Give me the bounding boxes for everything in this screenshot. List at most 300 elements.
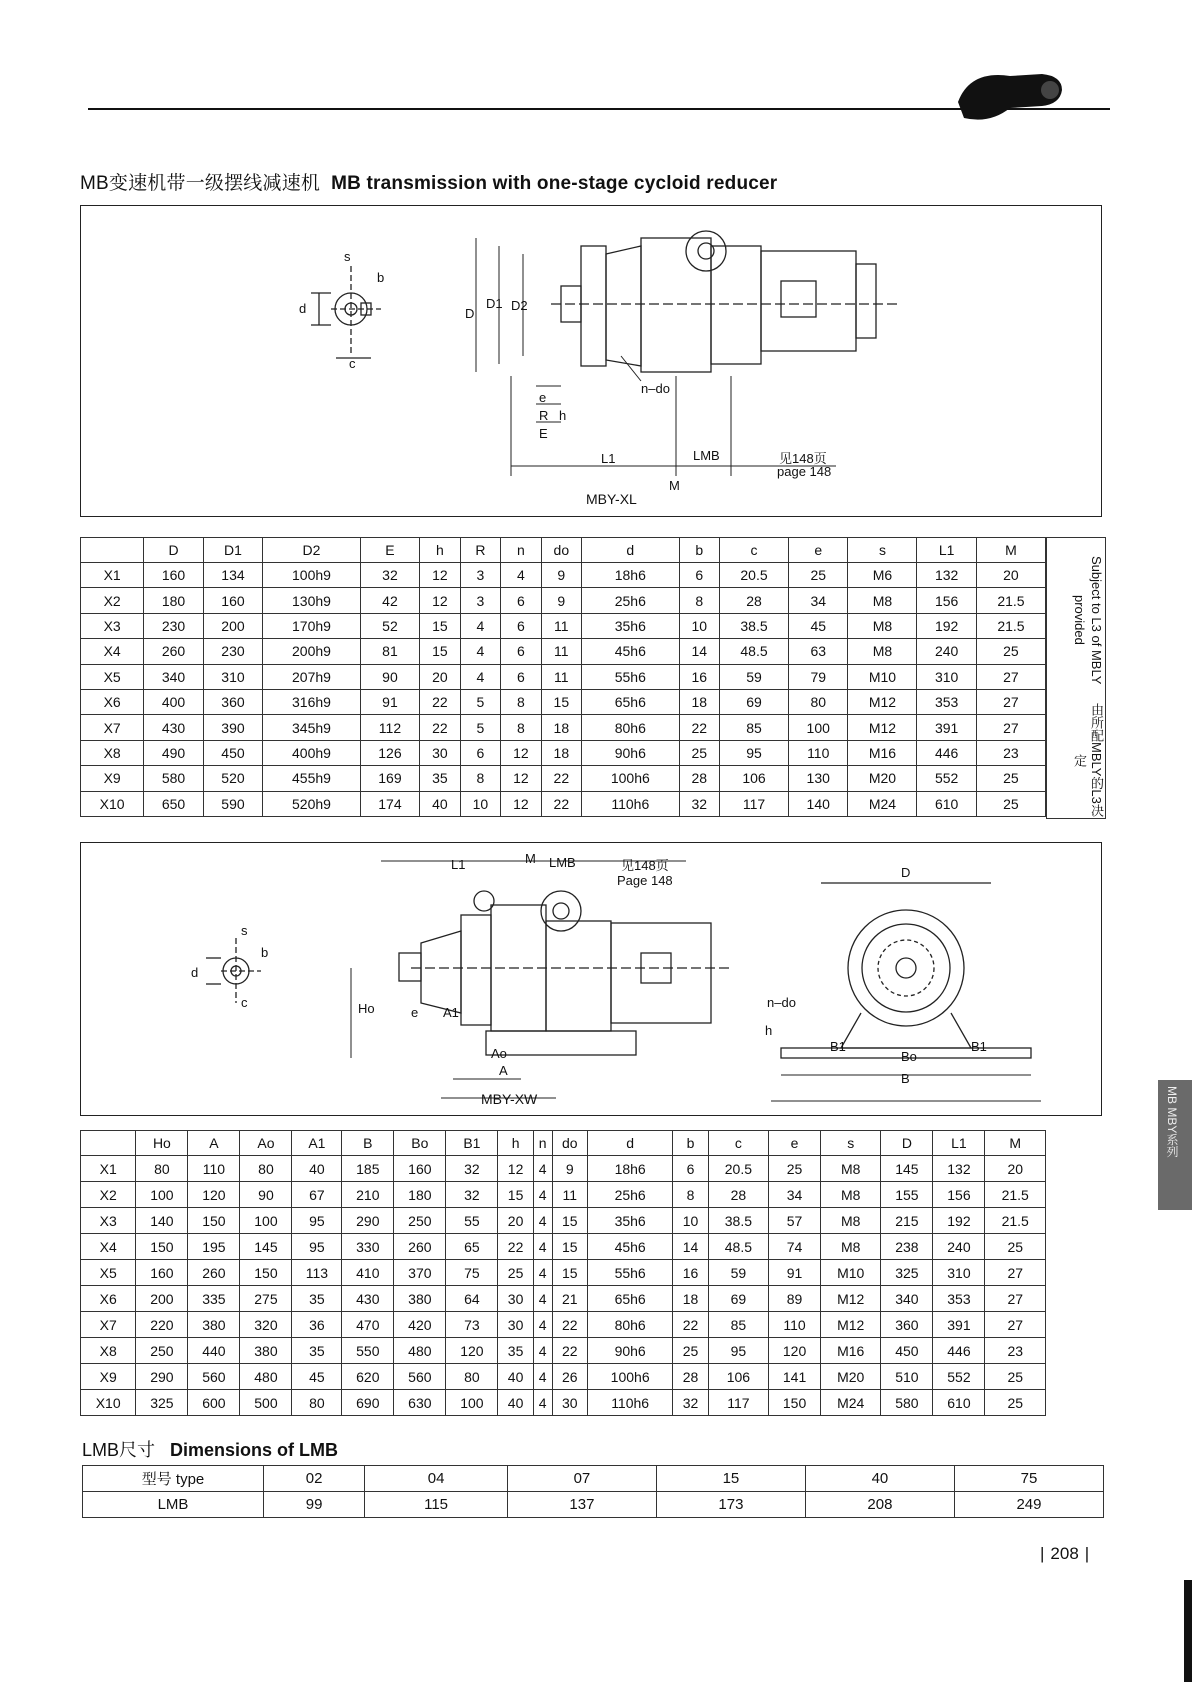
table1-header — [81, 538, 144, 563]
table-cell: 8 — [501, 715, 541, 740]
table2-header: b — [673, 1131, 708, 1156]
table2-header: B — [342, 1131, 394, 1156]
dimension-lines — [476, 238, 836, 476]
table-row — [81, 1338, 1046, 1364]
table-cell: 450 — [881, 1338, 933, 1364]
table-cell: 6 — [679, 563, 719, 588]
table-cell: 330 — [342, 1234, 394, 1260]
table-cell: 510 — [881, 1364, 933, 1390]
table-cell: 200h9 — [263, 639, 361, 664]
lmb-type: 04 — [365, 1466, 508, 1492]
row-model: X9 — [81, 1364, 136, 1390]
table-cell: 25 — [976, 791, 1045, 816]
table-cell: 250 — [394, 1208, 446, 1234]
table-cell: 22 — [420, 715, 460, 740]
table-cell: 35h6 — [582, 613, 680, 638]
table2-header: s — [821, 1131, 881, 1156]
table-cell: 6 — [501, 613, 541, 638]
table-cell: 325 — [881, 1260, 933, 1286]
table-cell: 134 — [203, 563, 262, 588]
table-cell: 260 — [188, 1260, 240, 1286]
table-cell: 420 — [394, 1312, 446, 1338]
table-cell: M8 — [821, 1156, 881, 1182]
table-cell: 110h6 — [587, 1390, 672, 1416]
table-cell: 230 — [203, 639, 262, 664]
table-cell: 21.5 — [985, 1208, 1046, 1234]
table-row — [81, 1208, 1046, 1234]
table-cell: 380 — [240, 1338, 292, 1364]
side-note-en: Subject to L3 of MBLY provided — [1072, 556, 1104, 685]
table-cell: 690 — [342, 1390, 394, 1416]
table-cell: 6 — [673, 1156, 708, 1182]
table-cell: 160 — [394, 1156, 446, 1182]
table-cell: 40 — [498, 1390, 533, 1416]
table-cell: 360 — [881, 1312, 933, 1338]
table-cell: 48.5 — [708, 1234, 768, 1260]
table-cell: 169 — [360, 766, 419, 791]
table-cell: 4 — [501, 563, 541, 588]
table-cell: 55 — [446, 1208, 498, 1234]
table-cell: 140 — [136, 1208, 188, 1234]
table-row — [81, 1234, 1046, 1260]
table-cell: 32 — [673, 1390, 708, 1416]
table-cell: 85 — [720, 715, 789, 740]
table-cell: 25 — [985, 1390, 1046, 1416]
table-cell: 200 — [136, 1286, 188, 1312]
row-model: X10 — [81, 791, 144, 816]
table-cell: 90 — [360, 664, 419, 689]
table-row — [81, 613, 1046, 638]
page-number: | 208 | — [1040, 1544, 1090, 1563]
table-cell: 25 — [985, 1234, 1046, 1260]
row-model: X2 — [81, 1182, 136, 1208]
table-cell: 12 — [501, 791, 541, 816]
table-row — [81, 664, 1046, 689]
table1-header: n — [501, 538, 541, 563]
table-cell: 28 — [708, 1182, 768, 1208]
table-cell: 15 — [552, 1208, 587, 1234]
row-model: X8 — [81, 1338, 136, 1364]
table-cell: 370 — [394, 1260, 446, 1286]
table-cell: 18 — [679, 689, 719, 714]
table2-header: A — [188, 1131, 240, 1156]
table-cell: 74 — [769, 1234, 821, 1260]
table-cell: M16 — [821, 1338, 881, 1364]
title-en: MB transmission with one-stage cycloid reducer — [331, 173, 778, 194]
table-cell: 30 — [420, 740, 460, 765]
lmb-type-label: 型号 type — [83, 1466, 264, 1492]
table-cell: 120 — [769, 1338, 821, 1364]
lmb-value: 173 — [656, 1492, 805, 1518]
table-cell: 80 — [136, 1156, 188, 1182]
table-cell: 156 — [917, 588, 976, 613]
table-cell: 155 — [881, 1182, 933, 1208]
table-cell: 150 — [240, 1260, 292, 1286]
table-cell: 25 — [679, 740, 719, 765]
table-cell: 64 — [446, 1286, 498, 1312]
table-cell: 25 — [976, 766, 1045, 791]
diagram-mby-xl: s b d c D D1 D2 n–do e R h E L1 LMB M 见148页 page 148 MBY-XL — [80, 205, 1102, 517]
table-cell: M24 — [848, 791, 917, 816]
table-cell: 35 — [498, 1338, 533, 1364]
table-cell: 22 — [498, 1234, 533, 1260]
table2-header: B1 — [446, 1131, 498, 1156]
row-model: X2 — [81, 588, 144, 613]
table-cell: M12 — [848, 715, 917, 740]
table-cell: 32 — [446, 1182, 498, 1208]
table-cell: M6 — [848, 563, 917, 588]
table-cell: 6 — [501, 588, 541, 613]
table-cell: 290 — [342, 1208, 394, 1234]
table-cell: 4 — [533, 1390, 552, 1416]
table1-header: b — [679, 538, 719, 563]
table2-header: Ho — [136, 1131, 188, 1156]
table-cell: M8 — [848, 639, 917, 664]
diagram-mby-xw: L1 M LMB 见148页 Page 148 s b d c Ho e A1 Ao A D n–do h B1 Bo B1 B MBY-XW — [80, 842, 1102, 1116]
table-cell: 32 — [446, 1156, 498, 1182]
lmb-value: 137 — [507, 1492, 656, 1518]
table-cell: 34 — [769, 1182, 821, 1208]
table-cell: 15 — [420, 613, 460, 638]
table-cell: 610 — [933, 1390, 985, 1416]
table-cell: 8 — [679, 588, 719, 613]
table-cell: M20 — [821, 1364, 881, 1390]
table-cell: 45 — [789, 613, 848, 638]
table-cell: 180 — [144, 588, 203, 613]
table-cell: 16 — [679, 664, 719, 689]
table-cell: 15 — [552, 1260, 587, 1286]
table-cell: 192 — [917, 613, 976, 638]
table-cell: 12 — [501, 766, 541, 791]
table-cell: 160 — [203, 588, 262, 613]
table2-header: D — [881, 1131, 933, 1156]
table-cell: 106 — [708, 1364, 768, 1390]
table-cell: 110 — [769, 1312, 821, 1338]
table-cell: 27 — [976, 664, 1045, 689]
table-cell: M8 — [848, 588, 917, 613]
shaft-section-icon — [206, 938, 261, 1003]
lmb-type: 02 — [264, 1466, 365, 1492]
row-model: X6 — [81, 1286, 136, 1312]
table-cell: 446 — [933, 1338, 985, 1364]
table-cell: 10 — [460, 791, 500, 816]
table-cell: 480 — [240, 1364, 292, 1390]
table-cell: 21.5 — [976, 613, 1045, 638]
table-row — [81, 1286, 1046, 1312]
table-cell: 207h9 — [263, 664, 361, 689]
table-cell: 470 — [342, 1312, 394, 1338]
table1-header: M — [976, 538, 1045, 563]
table-cell: 250 — [136, 1338, 188, 1364]
table-cell: 35 — [292, 1338, 342, 1364]
table-cell: 345h9 — [263, 715, 361, 740]
table-cell: 6 — [501, 664, 541, 689]
table2-header: c — [708, 1131, 768, 1156]
table-cell: 100 — [136, 1182, 188, 1208]
table-cell: 12 — [420, 588, 460, 613]
table-cell: 15 — [420, 639, 460, 664]
table-cell: 65h6 — [587, 1286, 672, 1312]
table-cell: 11 — [541, 613, 581, 638]
table-cell: 80 — [292, 1390, 342, 1416]
table-cell: 117 — [708, 1390, 768, 1416]
table-cell: 260 — [394, 1234, 446, 1260]
side-note-cn: 由所配MBLY的L3决定 — [1072, 703, 1104, 818]
table-cell: 150 — [136, 1234, 188, 1260]
table-cell: 25h6 — [587, 1182, 672, 1208]
table-cell: 95 — [720, 740, 789, 765]
table-cell: 75 — [446, 1260, 498, 1286]
table-cell: 100h6 — [587, 1364, 672, 1390]
table-cell: 25 — [985, 1364, 1046, 1390]
table-cell: 230 — [144, 613, 203, 638]
table-cell: 40 — [420, 791, 460, 816]
table-row — [81, 639, 1046, 664]
table-cell: 59 — [720, 664, 789, 689]
table-cell: 360 — [203, 689, 262, 714]
table-cell: 620 — [342, 1364, 394, 1390]
table-cell: 34 — [789, 588, 848, 613]
table-cell: 25 — [498, 1260, 533, 1286]
table-cell: 238 — [881, 1234, 933, 1260]
table2-header: M — [985, 1131, 1046, 1156]
table-cell: 52 — [360, 613, 419, 638]
table-cell: 10 — [679, 613, 719, 638]
lmb-title-cn: LMB尺寸 — [82, 1440, 156, 1460]
table-cell: 145 — [240, 1234, 292, 1260]
table-cell: 27 — [985, 1260, 1046, 1286]
lmb-value: 249 — [954, 1492, 1103, 1518]
table-cell: 130 — [789, 766, 848, 791]
table-row — [81, 1312, 1046, 1338]
table-cell: 18h6 — [582, 563, 680, 588]
table-cell: 325 — [136, 1390, 188, 1416]
table-cell: 27 — [976, 689, 1045, 714]
table-cell: 20.5 — [708, 1156, 768, 1182]
table-cell: 42 — [360, 588, 419, 613]
table-cell: 63 — [789, 639, 848, 664]
table-cell: 210 — [342, 1182, 394, 1208]
table-cell: 391 — [917, 715, 976, 740]
table-cell: 11 — [541, 664, 581, 689]
table-cell: 40 — [498, 1364, 533, 1390]
table-cell: 552 — [917, 766, 976, 791]
table-cell: 316h9 — [263, 689, 361, 714]
table-cell: 174 — [360, 791, 419, 816]
lmb-type: 07 — [507, 1466, 656, 1492]
table-cell: 340 — [881, 1286, 933, 1312]
table-cell: 353 — [917, 689, 976, 714]
table-cell: 85 — [708, 1312, 768, 1338]
table-cell: 12 — [420, 563, 460, 588]
table-cell: 32 — [360, 563, 419, 588]
table-cell: 25h6 — [582, 588, 680, 613]
table-cell: 195 — [188, 1234, 240, 1260]
table-cell: 580 — [144, 766, 203, 791]
table-cell: 20 — [985, 1156, 1046, 1182]
table-cell: M12 — [821, 1286, 881, 1312]
table-cell: 40 — [292, 1156, 342, 1182]
table-cell: 73 — [446, 1312, 498, 1338]
table-cell: 45h6 — [582, 639, 680, 664]
table-cell: 100 — [240, 1208, 292, 1234]
table-cell: 340 — [144, 664, 203, 689]
table-cell: 4 — [533, 1208, 552, 1234]
table-cell: 18 — [673, 1286, 708, 1312]
table-cell: 65h6 — [582, 689, 680, 714]
table-row — [81, 715, 1046, 740]
table-cell: 18 — [541, 740, 581, 765]
diagram1-caption: MBY-XL — [586, 491, 637, 507]
table-cell: 240 — [933, 1234, 985, 1260]
table-cell: 185 — [342, 1156, 394, 1182]
table-cell: M8 — [848, 613, 917, 638]
table-cell: 100 — [789, 715, 848, 740]
table2-header: h — [498, 1131, 533, 1156]
table-cell: 80 — [446, 1364, 498, 1390]
table-cell: 112 — [360, 715, 419, 740]
table-cell: 120 — [446, 1338, 498, 1364]
table-cell: 22 — [552, 1338, 587, 1364]
table-row — [81, 689, 1046, 714]
table-cell: 3 — [460, 588, 500, 613]
table-cell: 79 — [789, 664, 848, 689]
table-cell: 67 — [292, 1182, 342, 1208]
table-cell: 180 — [394, 1182, 446, 1208]
table-cell: 4 — [533, 1156, 552, 1182]
drawing-mby-xl — [81, 206, 1101, 516]
front-view-icon — [781, 883, 1031, 1058]
table-cell: 590 — [203, 791, 262, 816]
table-cell: 391 — [933, 1312, 985, 1338]
lmb-type: 40 — [805, 1466, 954, 1492]
table2-header: Bo — [394, 1131, 446, 1156]
table-cell: 132 — [917, 563, 976, 588]
table-cell: 32 — [679, 791, 719, 816]
table-cell: 80h6 — [587, 1312, 672, 1338]
lmb-type: 75 — [954, 1466, 1103, 1492]
table1-header: h — [420, 538, 460, 563]
table-cell: 610 — [917, 791, 976, 816]
table-cell: 27 — [976, 715, 1045, 740]
table-cell: 132 — [933, 1156, 985, 1182]
lmb-value: 115 — [365, 1492, 508, 1518]
table-cell: 4 — [533, 1312, 552, 1338]
lmb-value: 99 — [264, 1492, 365, 1518]
table1-header: D1 — [203, 538, 262, 563]
reducer-body-icon — [551, 231, 901, 372]
table-cell: 520h9 — [263, 791, 361, 816]
diagram2-caption: MBY-XW — [481, 1091, 538, 1107]
table-cell: 90 — [240, 1182, 292, 1208]
table-cell: 4 — [533, 1234, 552, 1260]
table-cell: 160 — [144, 563, 203, 588]
row-model: X7 — [81, 1312, 136, 1338]
table-cell: 12 — [498, 1156, 533, 1182]
row-model: X1 — [81, 563, 144, 588]
table-cell: 11 — [541, 639, 581, 664]
table1-header: c — [720, 538, 789, 563]
table-cell: 310 — [203, 664, 262, 689]
table-cell: 150 — [188, 1208, 240, 1234]
table-cell: 91 — [769, 1260, 821, 1286]
table-cell: M12 — [848, 689, 917, 714]
table-cell: 380 — [394, 1286, 446, 1312]
table-cell: M10 — [821, 1260, 881, 1286]
table-cell: 120 — [188, 1182, 240, 1208]
table-cell: 100 — [446, 1390, 498, 1416]
table-cell: 560 — [394, 1364, 446, 1390]
table-cell: 430 — [342, 1286, 394, 1312]
table-cell: 140 — [789, 791, 848, 816]
table-cell: 80 — [789, 689, 848, 714]
table-cell: 21.5 — [985, 1182, 1046, 1208]
table-cell: 9 — [541, 563, 581, 588]
table-cell: 141 — [769, 1364, 821, 1390]
table-cell: 400h9 — [263, 740, 361, 765]
table-cell: 95 — [708, 1338, 768, 1364]
table-cell: 580 — [881, 1390, 933, 1416]
table-cell: 310 — [933, 1260, 985, 1286]
table-cell: 25 — [769, 1156, 821, 1182]
table-cell: 81 — [360, 639, 419, 664]
table-cell: M8 — [821, 1234, 881, 1260]
lmb-title — [82, 1436, 338, 1462]
table-cell: 45h6 — [587, 1234, 672, 1260]
table-cell: 28 — [679, 766, 719, 791]
table-cell: 57 — [769, 1208, 821, 1234]
table-cell: 560 — [188, 1364, 240, 1390]
table-cell: 69 — [708, 1286, 768, 1312]
table-cell: 69 — [720, 689, 789, 714]
shaft-section-icon — [311, 266, 381, 358]
section-tab: MB MBY系列 — [1158, 1080, 1192, 1210]
reducer-side-view-icon — [399, 891, 731, 1055]
table-cell: M12 — [821, 1312, 881, 1338]
table2-header — [81, 1131, 136, 1156]
table-cell: 80 — [240, 1156, 292, 1182]
title-cn: MB变速机带一级摆线减速机 — [80, 173, 321, 194]
table-cell: 160 — [136, 1260, 188, 1286]
table-cell: 6 — [501, 639, 541, 664]
table-cell: 200 — [203, 613, 262, 638]
table-cell: 15 — [541, 689, 581, 714]
table-cell: 22 — [541, 766, 581, 791]
table-cell: 55h6 — [587, 1260, 672, 1286]
table2-header: d — [587, 1131, 672, 1156]
table-row — [81, 563, 1046, 588]
table-cell: 440 — [188, 1338, 240, 1364]
table-cell: 8 — [673, 1182, 708, 1208]
table-cell: 27 — [985, 1286, 1046, 1312]
table2-header: e — [769, 1131, 821, 1156]
table-cell: 145 — [881, 1156, 933, 1182]
table-cell: 552 — [933, 1364, 985, 1390]
table-mby-xl — [80, 537, 1046, 817]
table-cell: 455h9 — [263, 766, 361, 791]
lmb-type: 15 — [656, 1466, 805, 1492]
row-model: X4 — [81, 639, 144, 664]
table-cell: 6 — [460, 740, 500, 765]
table-cell: 36 — [292, 1312, 342, 1338]
table-row — [81, 791, 1046, 816]
table1-header: d — [582, 538, 680, 563]
row-model: X8 — [81, 740, 144, 765]
row-model: X5 — [81, 664, 144, 689]
table1-header: R — [460, 538, 500, 563]
table-cell: 10 — [673, 1208, 708, 1234]
row-model: X9 — [81, 766, 144, 791]
